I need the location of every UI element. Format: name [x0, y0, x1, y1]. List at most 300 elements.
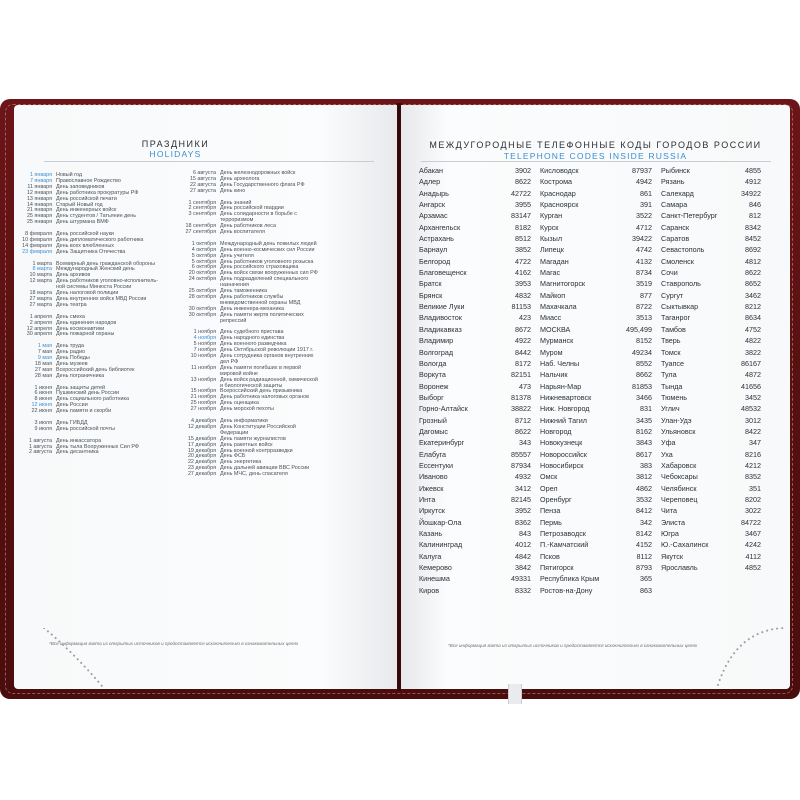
city-code-row: [419, 392, 531, 403]
city-name: Ангарск: [419, 200, 445, 210]
city-code-row: [540, 573, 652, 584]
phone-code: 8342: [745, 222, 761, 232]
city-code-row: [419, 539, 531, 550]
phone-code: 3952: [515, 506, 531, 516]
phone-code: 3462: [745, 290, 761, 300]
holiday-name: День Октябрьской революции 1917 г.: [220, 347, 314, 354]
phone-code: 8672: [515, 324, 531, 334]
holidays-column-2: [180, 171, 366, 478]
city-code-row: [540, 165, 652, 176]
holiday-date: 27 сентября: [185, 229, 216, 236]
holiday-date: 8 марта: [32, 266, 52, 273]
right-disclaimer-note: *Вся информация взята из открытых источников и предоставляется исключительно в ознакомительных целях: [448, 643, 698, 648]
phone-code: 4752: [745, 324, 761, 334]
city-code-row: [661, 415, 761, 426]
codes-subtitle: TELEPHONE CODES INSIDE RUSSIA: [503, 151, 688, 161]
holiday-date: 4 декабря: [190, 418, 216, 424]
holiday-date: 1 июня: [34, 384, 52, 391]
holiday-name: День военно-космических сил России: [220, 246, 315, 253]
city-name: Смоленск: [661, 256, 694, 266]
phone-code: 831: [640, 404, 652, 414]
phone-code: 3852: [515, 245, 531, 255]
holiday-row: [16, 220, 180, 226]
city-name: Пермь: [540, 517, 562, 527]
city-code-row: [419, 244, 531, 255]
city-name: Якутск: [661, 551, 683, 561]
holiday-date: 9 мая: [37, 355, 52, 362]
city-name: Нальчик: [540, 370, 568, 380]
city-name: Республика Крым: [540, 574, 600, 584]
city-name: Великие Луки: [419, 302, 465, 312]
city-name: Мурманск: [540, 336, 574, 346]
holiday-name: День военного разведчика: [220, 341, 287, 348]
holiday-date: 15 декабря: [187, 435, 216, 442]
city-name: Йошкар-Ола: [419, 517, 462, 527]
holiday-date: 25 января: [26, 219, 52, 226]
holiday-name: День работников леса: [220, 223, 276, 230]
phone-code: 3012: [745, 415, 761, 425]
phone-code: 8662: [636, 370, 652, 380]
holiday-name: День труда: [56, 343, 84, 350]
city-name: Адлер: [419, 177, 441, 187]
city-name: Воронеж: [419, 381, 449, 391]
city-code-row: [419, 573, 531, 584]
city-code-row: [540, 347, 652, 358]
phone-code: 843: [519, 529, 531, 538]
holiday-name: дел РФ: [220, 358, 239, 365]
phone-code: 365: [640, 574, 652, 584]
city-name: Абакан: [419, 166, 444, 175]
holiday-name: День России: [56, 402, 88, 409]
city-code-row: [661, 188, 761, 199]
holiday-date: 2 августа: [28, 449, 52, 456]
holiday-date: 21 ноября: [190, 394, 216, 401]
holiday-name: терроризмом: [220, 217, 254, 224]
city-code-row: [540, 381, 652, 392]
holiday-name: День памяти журналистов: [220, 435, 286, 442]
phone-code: 8452: [745, 234, 761, 244]
holiday-name: День учителя: [220, 252, 254, 259]
codes-title: МЕЖДУГОРОДНЫЕ ТЕЛЕФОННЫЕ КОДЫ ГОРОДОВ РОССИИ: [429, 140, 762, 150]
phone-code: 342: [640, 517, 652, 527]
phone-code: 4162: [515, 268, 531, 278]
holiday-name: День энергетика: [220, 459, 262, 466]
city-code-row: [540, 233, 652, 244]
city-code-row: [661, 267, 761, 278]
city-name: МОСКВА: [540, 324, 571, 334]
holiday-name: репрессий: [220, 317, 247, 324]
phone-code: 38822: [511, 404, 531, 414]
city-code-row: [419, 437, 531, 448]
city-name: Благовещенск: [419, 268, 467, 278]
city-code-row: [540, 312, 652, 323]
holiday-date: 18 мая: [34, 360, 52, 367]
phone-code: 391: [640, 200, 652, 210]
holiday-name: Федерации: [220, 429, 249, 436]
city-name: Калуга: [419, 551, 442, 561]
holiday-name: День налоговой полиции: [56, 290, 119, 297]
holiday-date: 14 февраля: [22, 242, 52, 249]
holiday-date: 6 августа: [192, 170, 216, 176]
city-code-row: [661, 358, 761, 369]
city-name: Петрозаводск: [540, 529, 586, 538]
holiday-date: 30 апреля: [26, 331, 52, 338]
city-code-row: [419, 335, 531, 346]
city-code-row: [540, 369, 652, 380]
city-code-row: [661, 426, 761, 437]
city-name: Барнаул: [419, 245, 448, 255]
holiday-name: День дипломатического работника: [56, 236, 144, 243]
holiday-name: День штурмана ВМФ: [56, 219, 109, 226]
city-name: Брянск: [419, 290, 443, 300]
city-name: Кострома: [540, 177, 573, 187]
phone-code: 49234: [632, 347, 652, 357]
city-code-row: [419, 562, 531, 573]
phone-code: 3522: [636, 211, 652, 221]
holiday-name: День заповедников: [56, 183, 105, 190]
phone-code: 8212: [745, 302, 761, 312]
holiday-name: и биологической защиты: [220, 382, 283, 389]
holiday-name: Православное Рождество: [56, 177, 121, 184]
city-code-row: [419, 222, 531, 233]
holiday-name: День смеха: [56, 313, 85, 320]
city-code-row: [540, 188, 652, 199]
city-name: Уха: [661, 449, 673, 459]
holiday-row: [16, 374, 180, 380]
holiday-name: День российской почты: [56, 425, 115, 432]
city-name: Дагомыс: [419, 426, 449, 436]
holiday-name: День кино: [220, 187, 246, 194]
city-name: Курск: [540, 222, 559, 232]
city-code-row: [540, 358, 652, 369]
phone-code: 8142: [636, 529, 652, 538]
city-code-row: [540, 460, 652, 471]
city-name: Махачкала: [540, 302, 577, 312]
holiday-name: День ГИБДД: [56, 419, 88, 426]
phone-code: 8362: [515, 517, 531, 527]
city-name: Майкоп: [540, 290, 566, 300]
holiday-date: 20 октября: [188, 270, 216, 277]
phone-code: 3842: [515, 563, 531, 573]
holiday-name: День внутренних войск МВД России: [56, 296, 147, 302]
city-code-row: [540, 222, 652, 233]
codes-column-1: [419, 165, 531, 596]
city-name: Хабаровск: [661, 460, 697, 470]
holiday-name: День инженера-механика: [220, 305, 284, 312]
city-code-row: [419, 517, 531, 528]
holiday-name: Пушкинский день России: [56, 390, 120, 397]
holiday-date: 5 ноября: [193, 341, 216, 348]
city-code-row: [419, 188, 531, 199]
holiday-name: День солидарности в борьбе с: [220, 211, 297, 218]
city-code-row: [540, 551, 652, 562]
city-name: Калининград: [419, 540, 463, 550]
holiday-row: [180, 230, 366, 236]
holiday-date: 3 июля: [34, 419, 52, 426]
city-code-row: [661, 290, 761, 301]
city-name: Инта: [419, 494, 436, 504]
holiday-date: 11 ноября: [191, 364, 216, 371]
holiday-date: 8 июня: [34, 396, 52, 403]
holiday-name: День памяти погибших в первой: [220, 364, 302, 371]
phone-code: 423: [519, 313, 531, 323]
city-name: Пятигорск: [540, 563, 574, 573]
city-name: Миасс: [540, 313, 562, 323]
dotted-ornament-icon: [34, 628, 104, 688]
holiday-name: День работников уголовно-исполнитель-: [56, 278, 159, 285]
city-name: Ессентуки: [419, 460, 453, 470]
phone-code: 82145: [511, 494, 531, 504]
phone-code: 8112: [636, 551, 652, 561]
phone-code: 4832: [515, 290, 531, 300]
phone-code: 8162: [636, 426, 652, 436]
city-name: Нижний Тагил: [540, 415, 587, 425]
holiday-name: ной системы Минюста России: [56, 284, 132, 291]
holiday-row: [16, 427, 180, 433]
holiday-name: назначения: [220, 282, 249, 289]
city-code-row: [419, 233, 531, 244]
holiday-name: мировой войне: [220, 370, 258, 377]
holiday-name: День российской науки: [56, 231, 114, 238]
city-name: Оренбург: [540, 494, 572, 504]
holiday-name: День Государственного флага РФ: [220, 181, 305, 188]
city-code-row: [419, 267, 531, 278]
phone-code: 3519: [636, 279, 652, 289]
holiday-date: 5 октября: [191, 258, 216, 265]
city-code-row: [419, 505, 531, 516]
city-name: Ярославль: [661, 563, 698, 573]
holiday-date: 22 декабря: [187, 459, 216, 466]
city-name: Кемерово: [419, 563, 452, 573]
holiday-name: День космонавтики: [56, 325, 105, 332]
city-name: Углич: [661, 404, 680, 414]
phone-code: 8734: [636, 268, 652, 278]
phone-code: 4855: [745, 166, 761, 175]
city-code-row: [661, 347, 761, 358]
holiday-date: 27 декабря: [187, 471, 216, 478]
holiday-date: 1 мая: [37, 343, 52, 350]
phone-code: 49331: [511, 574, 531, 584]
city-name: Новокузнецк: [540, 438, 583, 448]
city-name: П.-Камчатский: [540, 540, 589, 550]
phone-code: 3953: [515, 279, 531, 289]
holiday-date: 15 ноября: [190, 388, 216, 395]
holiday-date: 13 января: [26, 195, 52, 202]
holiday-row: [180, 472, 366, 478]
phone-code: 4842: [515, 551, 531, 561]
phone-code: 3022: [745, 506, 761, 516]
holiday-name: День музеев: [56, 360, 88, 367]
holiday-name: День морской пехоты: [220, 406, 274, 413]
holiday-date: 11 января: [27, 183, 52, 190]
city-name: Сыктывкар: [661, 302, 699, 312]
holiday-date: 1 марта: [32, 260, 52, 267]
phone-code: 4742: [636, 245, 652, 255]
city-name: Салехард: [661, 188, 694, 198]
city-code-row: [540, 176, 652, 187]
city-name: Екатеринбург: [419, 438, 465, 448]
phone-code: 4152: [636, 540, 652, 550]
phone-code: 34922: [741, 188, 761, 198]
holiday-date: 6 октября: [191, 264, 216, 271]
phone-code: 8216: [745, 449, 761, 459]
city-code-row: [661, 369, 761, 380]
city-name: Магас: [540, 268, 561, 278]
holiday-date: 2 апреля: [29, 319, 52, 326]
city-code-row: [419, 199, 531, 210]
city-code-row: [419, 449, 531, 460]
holiday-name: День инкассатора: [56, 437, 102, 444]
city-code-row: [661, 483, 761, 494]
city-name: Ниж. Новгород: [540, 404, 590, 414]
holiday-date: 30 октября: [188, 311, 216, 318]
phone-code: 3902: [515, 166, 531, 175]
city-code-row: [540, 528, 652, 539]
right-page-phone-codes: [401, 105, 790, 689]
holidays-column-1: [16, 173, 180, 456]
city-code-row: [540, 483, 652, 494]
phone-code: 495,499: [626, 324, 652, 334]
holiday-name: День работника прокуратуры РФ: [56, 189, 139, 196]
phone-code: 4112: [745, 551, 761, 561]
holiday-name: День МЧС, день спасателя: [220, 471, 288, 478]
phone-code: 41656: [741, 381, 761, 391]
phone-code: 87934: [511, 460, 531, 470]
holiday-date: 7 января: [29, 177, 52, 184]
city-code-row: [540, 585, 652, 596]
phone-code: 3812: [636, 472, 652, 482]
city-name: Сургут: [661, 290, 684, 300]
phone-code: 861: [640, 188, 652, 198]
holiday-date: 12 марта: [29, 278, 52, 285]
phone-code: 39422: [632, 234, 652, 244]
city-code-row: [540, 278, 652, 289]
holiday-date: 27 марта: [29, 296, 52, 302]
holiday-name: Всероссийский день призывника: [220, 388, 303, 395]
city-code-row: [661, 312, 761, 323]
holiday-name: День защиты детей: [56, 384, 106, 391]
city-code-row: [419, 381, 531, 392]
holiday-name: День археолога: [220, 175, 260, 182]
city-code-row: [540, 539, 652, 550]
city-code-row: [419, 460, 531, 471]
holiday-date: 28 октября: [188, 294, 216, 300]
holiday-date: 10 февраля: [22, 236, 52, 243]
city-name: Арзамас: [419, 211, 448, 221]
holiday-date: 27 августа: [189, 187, 216, 194]
holiday-date: 9 июля: [34, 425, 52, 432]
holiday-name: День воспитателя: [220, 229, 265, 236]
city-name: Уфа: [661, 438, 676, 448]
phone-code: 4822: [745, 336, 761, 346]
holiday-date: 28 мая: [34, 372, 52, 379]
holiday-name: День тыла Вооруженных Сил РФ: [56, 443, 140, 450]
phone-code: 4712: [636, 222, 652, 232]
holiday-name: вневедомственной охраны МВД: [220, 299, 301, 306]
city-name: Грозный: [419, 415, 447, 425]
city-code-row: [661, 460, 761, 471]
phone-code: 4212: [745, 460, 761, 470]
holiday-date: 7 ноября: [193, 347, 216, 354]
phone-code: 85557: [511, 449, 531, 459]
city-code-row: [419, 494, 531, 505]
city-name: Ульяновск: [661, 426, 696, 436]
city-name: Тула: [661, 370, 677, 380]
city-code-row: [661, 256, 761, 267]
holiday-row: [16, 450, 180, 456]
city-name: Череповец: [661, 494, 698, 504]
city-code-row: [419, 471, 531, 482]
city-name: Ростов-на-Дону: [540, 585, 593, 595]
city-code-row: [661, 471, 761, 482]
city-name: Липецк: [540, 245, 564, 255]
codes-column-2: [540, 165, 652, 596]
holiday-row: [180, 319, 366, 325]
city-code-row: [661, 199, 761, 210]
holiday-row: [16, 332, 180, 338]
holiday-name: День российской гвардии: [220, 205, 284, 212]
city-name: Волгоград: [419, 347, 454, 357]
city-name: Иваново: [419, 472, 448, 482]
holiday-date: 18 марта: [29, 290, 52, 297]
holiday-row: [180, 407, 366, 413]
city-code-row: [419, 585, 531, 596]
city-code-row: [540, 505, 652, 516]
holiday-date: 1 сентября: [188, 199, 216, 206]
holiday-date: 27 марта: [29, 301, 52, 308]
city-name: Воркута: [419, 370, 446, 380]
city-name: Саранск: [661, 222, 689, 232]
city-name: Архангельск: [419, 222, 461, 232]
city-code-row: [419, 256, 531, 267]
phone-code: 8722: [636, 302, 652, 312]
city-name: Ставрополь: [661, 279, 701, 289]
phone-code: 42722: [511, 188, 531, 198]
phone-code: 8352: [745, 472, 761, 482]
city-name: Астрахань: [419, 234, 454, 244]
city-name: Омск: [540, 472, 558, 482]
city-name: Улан-Удэ: [661, 415, 692, 425]
city-code-row: [419, 312, 531, 323]
holiday-date: 22 июня: [31, 408, 52, 415]
bookmark-ribbon: [508, 684, 522, 704]
phone-code: 8552: [636, 358, 652, 368]
city-name: Тында: [661, 381, 683, 391]
phone-code: 877: [640, 290, 652, 300]
city-name: Пенза: [540, 506, 561, 516]
phone-code: 8622: [515, 177, 531, 187]
holiday-date: 1 августа: [28, 437, 52, 444]
city-name: Владивосток: [419, 313, 462, 323]
city-name: Иркутск: [419, 506, 445, 516]
city-name: Муром: [540, 347, 563, 357]
city-code-row: [661, 324, 761, 335]
holiday-name: День сотрудника органов внутренних: [220, 353, 314, 360]
city-code-row: [419, 426, 531, 437]
city-code-row: [540, 301, 652, 312]
phone-code: 846: [749, 200, 761, 210]
city-name: Наб. Челны: [540, 358, 580, 368]
city-code-row: [540, 290, 652, 301]
phone-code: 8622: [745, 268, 761, 278]
holiday-date: 1 августа: [28, 443, 52, 450]
holiday-date: 27 ноября: [190, 406, 216, 413]
city-name: Элиста: [661, 517, 685, 527]
phone-code: 86167: [741, 358, 761, 368]
city-code-row: [540, 517, 652, 528]
city-code-row: [661, 505, 761, 516]
holiday-name: Всероссийский день библиотек: [56, 366, 135, 373]
